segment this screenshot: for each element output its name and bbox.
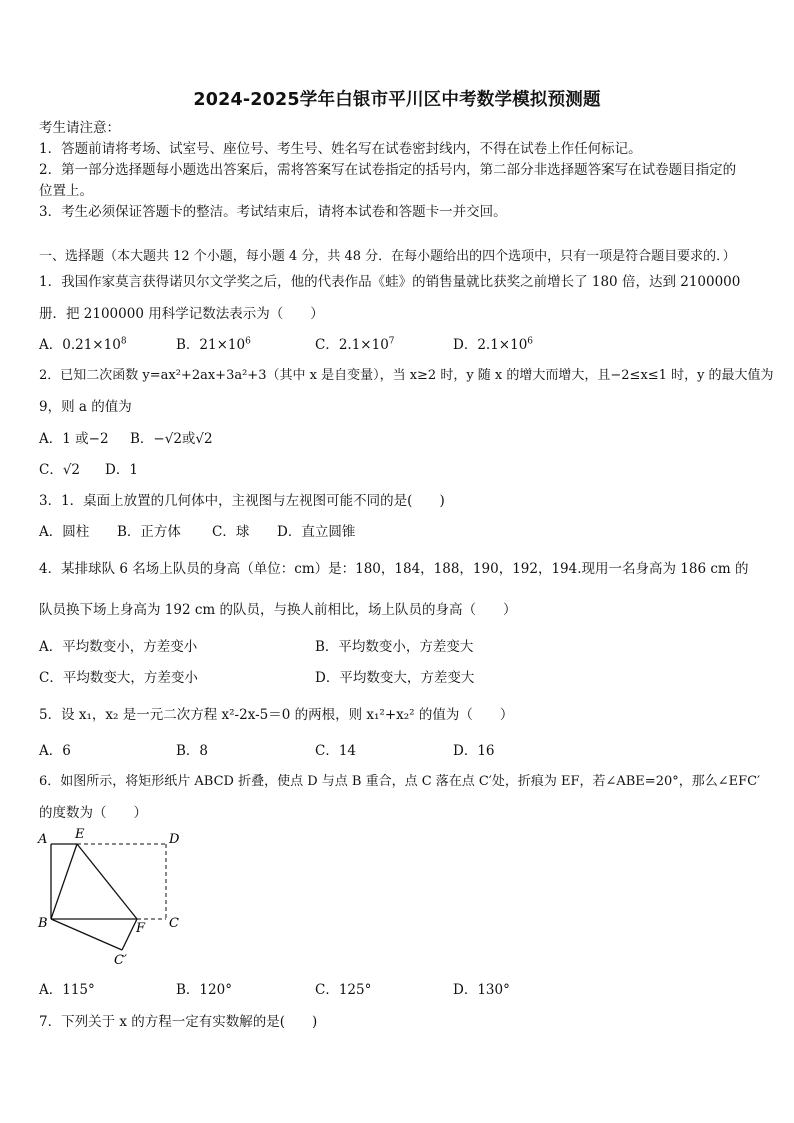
segment-ef-fold — [77, 844, 137, 919]
q6-option-a: A．115° — [39, 982, 95, 998]
q5-option-c: C．14 — [315, 743, 357, 759]
notice-item-2-cont: 位置上。 — [39, 183, 93, 199]
q3-option-b: B．正方体 — [117, 524, 181, 540]
q4-option-c: C．平均数变大，方差变小 — [39, 670, 198, 686]
q1-line1: 1．我国作家莫言获得诺贝尔文学奖之后，他的代表作品《蛙》的销售量就比获奖之前增长了 180 倍，达到 2100000 — [39, 274, 741, 290]
q2-option-d: D．1 — [105, 462, 138, 478]
q6-option-d: D．130° — [453, 982, 510, 998]
label-c-prime: C′ — [114, 953, 127, 968]
q7-line1: 7．下列关于 x 的方程一定有实数解的是( ) — [39, 1014, 318, 1030]
segment-c-prime-f — [122, 919, 137, 950]
q1-option-b: B．$21\times 10^6$ — [176, 336, 251, 353]
q5-option-a: A．6 — [39, 743, 71, 759]
q4-line2: 队员换下场上身高为 192 cm 的队员，与换人前相比，场上队员的身高（ ） — [39, 602, 517, 618]
q6-option-c: C．125° — [315, 982, 372, 998]
page-title: 2024-2025学年白银市平川区中考数学模拟预测题 — [193, 90, 601, 110]
q5-option-b: B．8 — [176, 743, 209, 759]
notice-item-2: 2．第一部分选择题每小题选出答案后，需将答案写在试卷指定的括号内，第二部分非选择题答案写在试卷题目指定的 — [39, 162, 737, 178]
q4-option-b: B．平均数变小，方差变大 — [315, 639, 474, 655]
label-b: B — [38, 916, 48, 931]
notice-item-3: 3．考生必须保证答题卡的整洁。考试结束后，请将本试卷和答题卡一并交回。 — [39, 204, 507, 220]
q3-option-d: D．直立圆锥 — [277, 524, 356, 540]
q2-option-c: C．√2 — [39, 462, 81, 478]
label-f: F — [136, 921, 146, 936]
q5-line1: 5．设 x₁，x₂ 是一元二次方程 x²-2x-5＝0 的两根，则 x₁²+x₂² 的值为（ ） — [39, 707, 514, 723]
q2-option-a: A．1 或−2 — [39, 431, 109, 447]
q4-line1: 4．某排球队 6 名场上队员的身高（单位：cm）是：180，184，188，190，192，194.现用一名身高为 186 cm 的 — [39, 561, 749, 577]
label-a: A — [38, 832, 48, 847]
q3-option-a: A．圆柱 — [39, 524, 90, 540]
q1-option-a: A．$0.21\times 10^8$ — [39, 336, 127, 353]
q3-option-c: C．球 — [212, 524, 250, 540]
label-e: E — [75, 827, 85, 842]
segment-bc-prime — [51, 919, 122, 950]
q3-line1: 3．1．桌面上放置的几何体中，主视图与左视图可能不同的是( ) — [39, 493, 445, 509]
q1-line2: 册．把 2100000 用科学记数法表示为（ ） — [39, 306, 324, 322]
q6-line2: 的度数为（ ） — [39, 805, 147, 821]
segment-eb — [51, 844, 77, 919]
q2-option-b: B．−√2或√2 — [130, 431, 213, 447]
q5-option-d: D．16 — [453, 743, 495, 759]
notice-heading: 考生请注意： — [39, 120, 120, 136]
q6-option-b: B．120° — [176, 982, 232, 998]
label-c: C — [169, 916, 179, 931]
q1-option-d: D．$2.1\times 10^6$ — [453, 336, 534, 353]
label-d: D — [169, 832, 180, 847]
q2-line2: 9，则 a 的值为 — [39, 399, 132, 415]
q6-figure — [30, 826, 190, 971]
q1-option-c: C．$2.1\times 10^7$ — [315, 336, 395, 353]
q2-line1: 2．已知二次函数 y=ax²+2ax+3a²+3（其中 x 是自变量），当 x≥2 时，y 随 x 的增大而增大，且−2≤x≤1 时，y 的最大值为 — [39, 368, 774, 383]
q4-option-d: D．平均数变大，方差变大 — [315, 670, 475, 686]
section-heading: 一、选择题（本大题共 12 个小题，每小题 4 分，共 48 分．在每小题给出的四个选项中，只有一项是符合题目要求的．） — [39, 249, 736, 264]
notice-item-1: 1．答题前请将考场、试室号、座位号、考生号、姓名写在试卷密封线内，不得在试卷上作任何标记。 — [39, 141, 642, 157]
q6-line1: 6．如图所示，将矩形纸片 ABCD 折叠，使点 D 与点 B 重合，点 C 落在点 C′处，折痕为 EF，若∠ABE=20°，那么∠EFC′ — [39, 774, 761, 789]
q4-option-a: A．平均数变小，方差变小 — [39, 639, 198, 655]
